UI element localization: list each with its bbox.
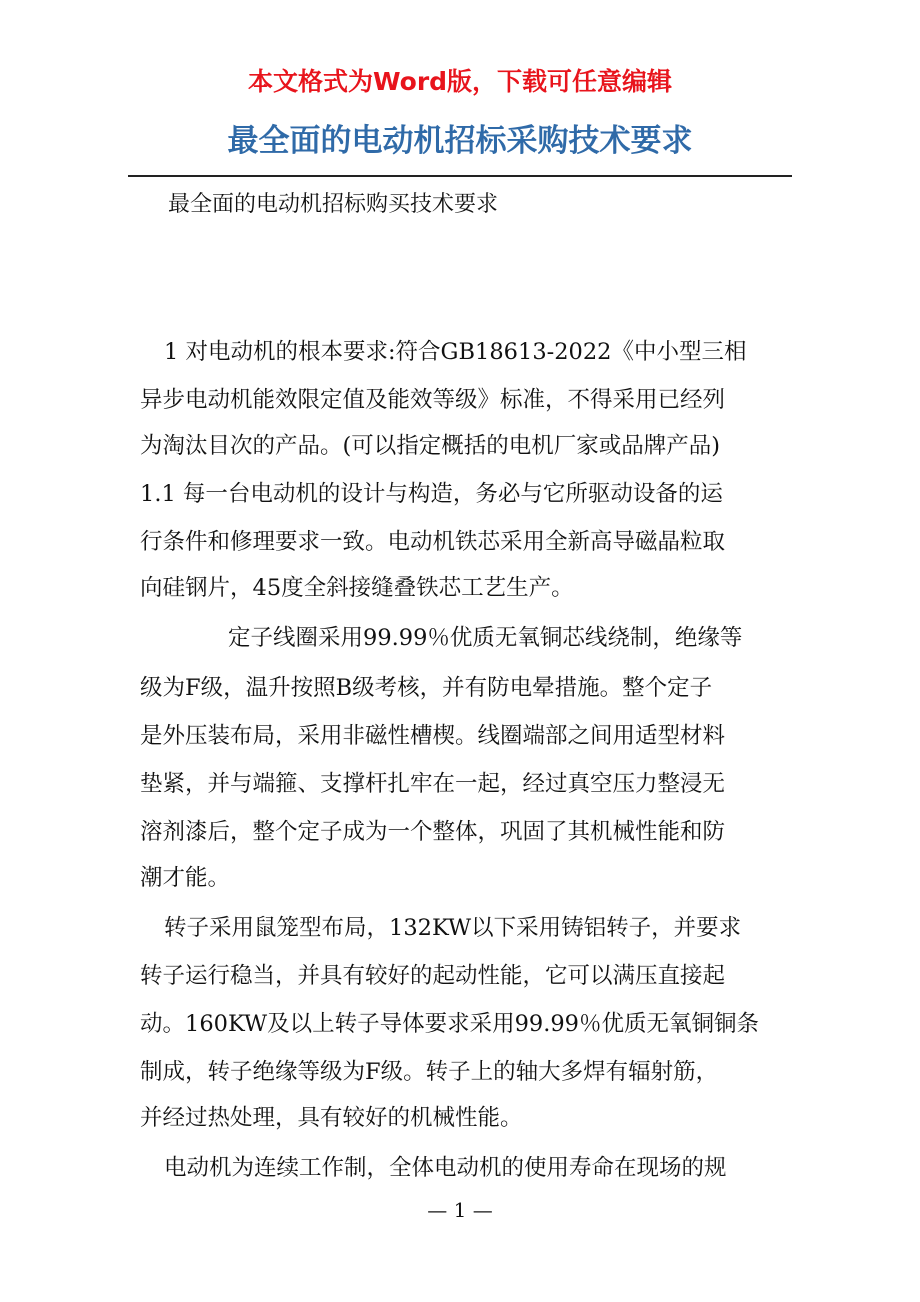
body-line: 动。160KW及以上转子导体要求采用99.99％优质无氧铜铜条 (140, 1011, 759, 1037)
body-line: 并经过热处理，具有较好的机械性能。 (140, 1105, 523, 1131)
body-line: 1 对电动机的根本要求:符合GB18613-2022《中小型三相 (164, 339, 747, 365)
body-line: 电动机为连续工作制，全体电动机的使用寿命在现场的规 (164, 1155, 727, 1181)
body-line: 是外压装布局，采用非磁性槽楔。线圈端部之间用适型材料 (140, 723, 726, 749)
document-subtitle: 最全面的电动机招标购买技术要求 (168, 192, 499, 217)
page-number: — 1 — (427, 1198, 493, 1222)
body-line: 转子运行稳当，并具有较好的起动性能，它可以满压直接起 (140, 963, 726, 989)
body-line: 行条件和修理要求一致。电动机铁芯采用全新高导磁晶粒取 (140, 529, 726, 555)
body-line: 1.1 每一台电动机的设计与构造，务必与它所驱动设备的运 (140, 481, 723, 507)
body-line: 异步电动机能效限定值及能效等级》标准，不得采用已经列 (140, 387, 726, 413)
body-line: 向硅钢片，45度全斜接缝叠铁芯工艺生产。 (140, 575, 574, 601)
body-line: 溶剂漆后，整个定子成为一个整体，巩固了其机械性能和防 (140, 819, 726, 845)
body-line: 级为F级，温升按照B级考核，并有防电晕措施。整个定子 (140, 675, 713, 701)
body-line: 制成，转子绝缘等级为F级。转子上的轴大多焊有辐射筋， (140, 1059, 719, 1085)
body-line: 定子线圈采用99.99％优质无氧铜芯线绕制，绝缘等 (228, 625, 743, 651)
body-line: 为淘汰目次的产品。(可以指定概括的电机厂家或品牌产品) (140, 433, 721, 459)
body-line: 垫紧，并与端箍、支撑杆扎牢在一起，经过真空压力整浸无 (140, 771, 726, 797)
format-notice-banner: 本文格式为Word版，下载可任意编辑 (247, 67, 673, 96)
body-line: 转子采用鼠笼型布局，132KW以下采用铸铝转子，并要求 (164, 915, 742, 941)
document-title: 最全面的电动机招标采购技术要求 (227, 123, 693, 159)
body-line: 潮才能。 (140, 865, 231, 891)
header-divider (128, 175, 792, 177)
